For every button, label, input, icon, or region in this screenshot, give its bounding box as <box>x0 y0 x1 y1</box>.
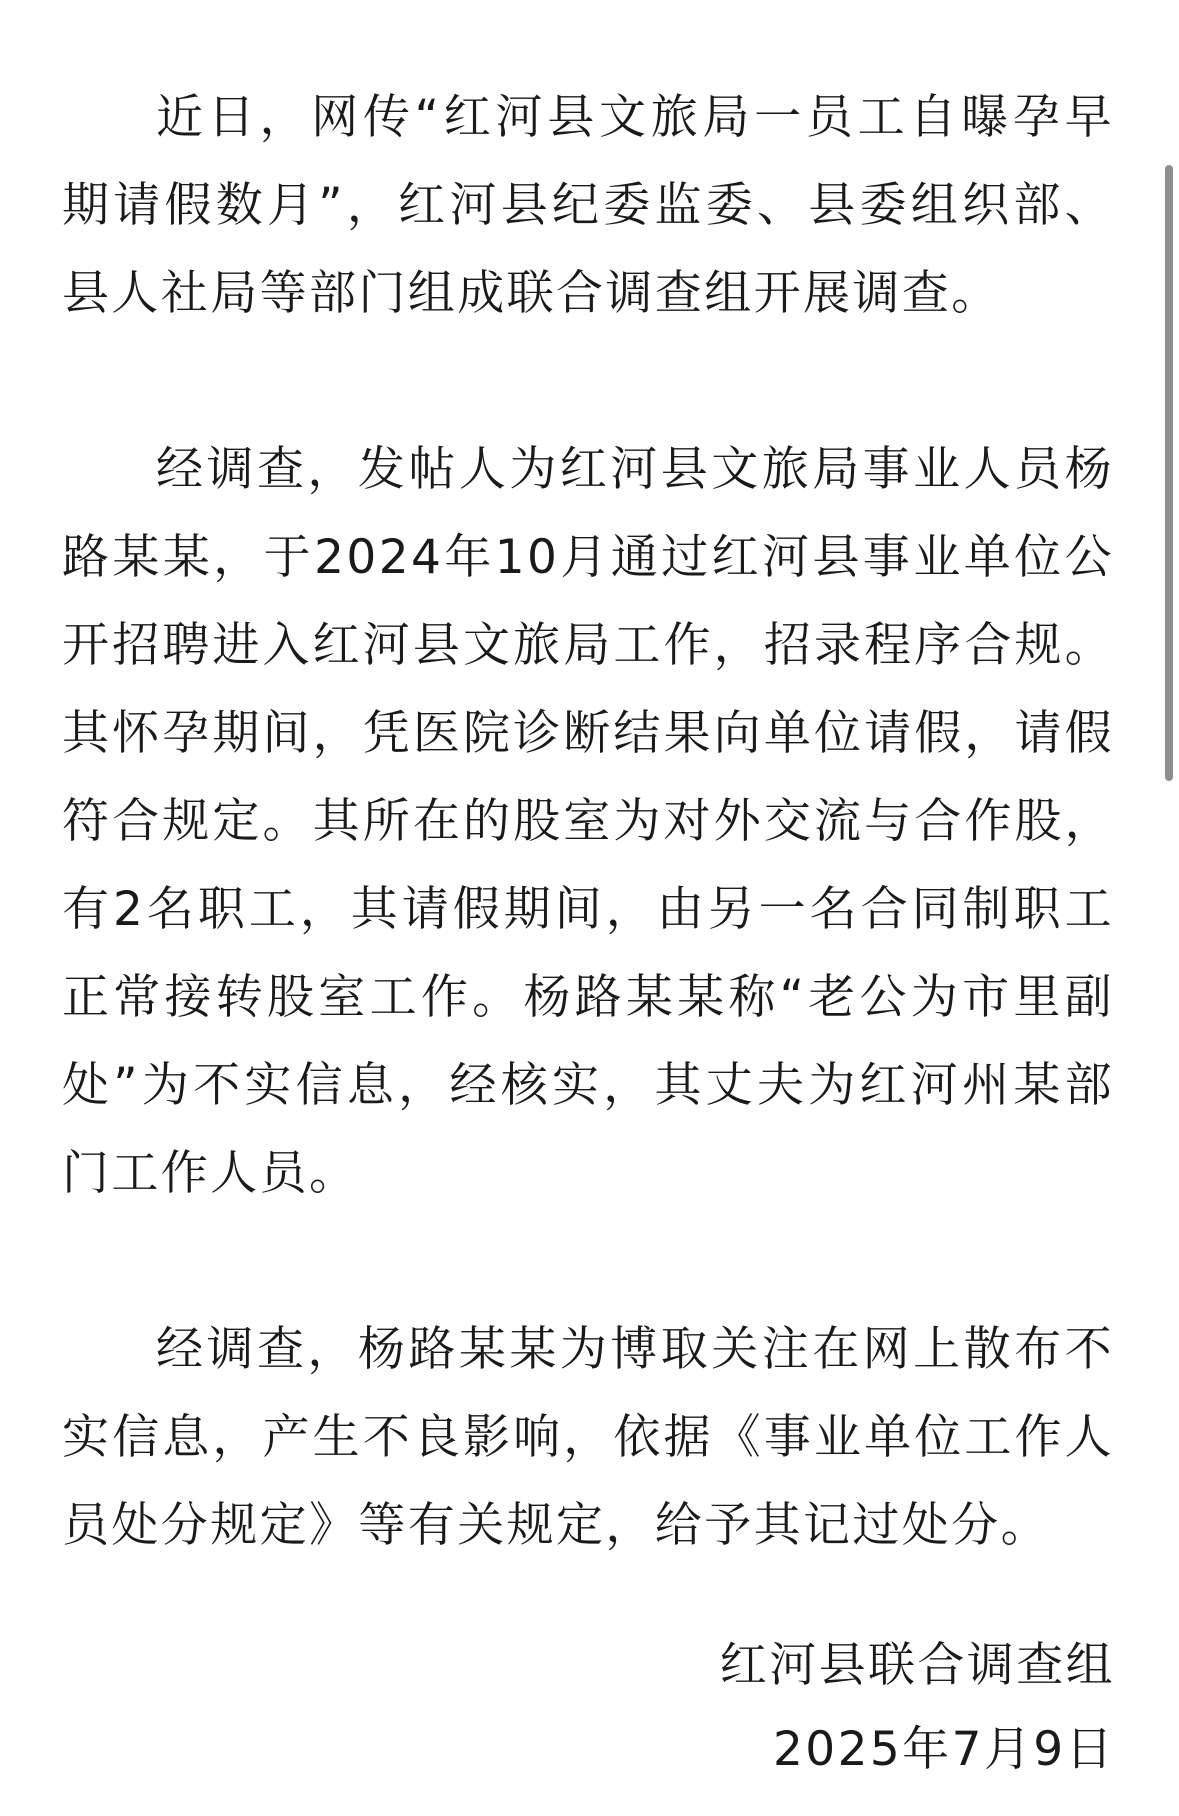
paragraph-findings: 经调查，发帖人为红河县文旅局事业人员杨路某某，于2024年10月通过红河县事业单位公开招聘进入红河县文旅局工作，招录程序合规。其怀孕期间，凭医院诊断结果向单位请假，请假符合规定。其所在的股室为对外交流与合作股，有2名职工，其请假期间，由另一名合同制职工正常接转股室工作。杨路某某称“老公为市里副处”为不实信息，经核实，其丈夫为红河州某部门工作人员。 <box>62 442 1114 1201</box>
paragraph-decision: 经调查，杨路某某为博取关注在网上散布不实信息，产生不良影响，依据《事业单位工作人员处分规定》等有关规定，给予其记过处分。 <box>62 1322 1114 1553</box>
signature-date: 2025年7月9日 <box>772 1722 1115 1777</box>
vertical-scrollbar[interactable] <box>1165 165 1173 781</box>
signature-organization: 红河县联合调查组 <box>719 1638 1115 1693</box>
paragraph-intro: 近日，网传“红河县文旅局一员工自曝孕早期请假数月”，红河县纪委监委、县委组织部、县人社局等部门组成联合调查组开展调查。 <box>62 90 1114 321</box>
notice-body <box>62 74 1114 1658</box>
